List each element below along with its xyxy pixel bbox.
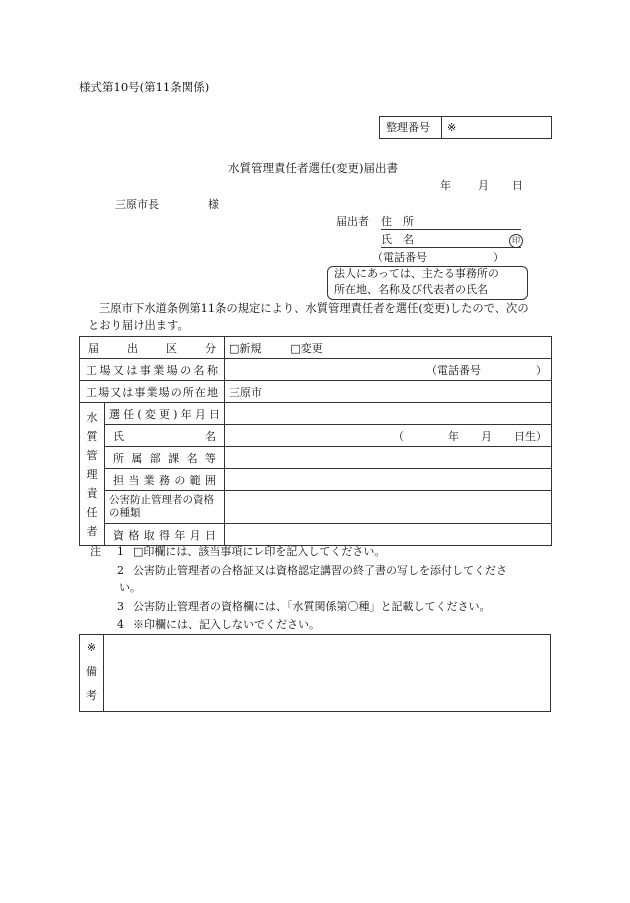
- date-year-label: 年: [440, 179, 451, 192]
- facility-phone-field[interactable]: （電話番号 ）: [426, 363, 547, 377]
- qualification-type-label: 公害防止管理者の資格の種類: [109, 494, 214, 519]
- table-row: [80, 447, 552, 469]
- applicant-name-label: 氏 名: [381, 233, 414, 246]
- appointment-date-label: 選任(変更)年月日: [109, 407, 220, 421]
- addressee: 三原市長: [115, 198, 159, 211]
- appointment-date-field[interactable]: [225, 403, 552, 425]
- form-code: 様式第10号(第11条関係): [79, 80, 210, 94]
- facility-location-field[interactable]: 三原市: [229, 385, 262, 399]
- notification-table: [79, 336, 552, 546]
- note-2-number: 2: [117, 564, 124, 577]
- note-3-number: 3: [117, 600, 124, 613]
- applicant-name-line: [381, 247, 521, 248]
- addressee-suffix: 様: [208, 198, 219, 211]
- water-quality-manager-group-label: 水 質 管 理 責 任 者: [80, 403, 105, 546]
- qualification-date-label: 資格取得年月日: [113, 528, 216, 542]
- facility-location-label: 工場又は事業場の所在地: [86, 385, 218, 399]
- birth-date-field[interactable]: （ 年 月 日生）: [393, 429, 547, 443]
- applicant-address-line: [381, 229, 521, 230]
- intro-text-line1: 三原市下水道条例第11条の規定により、水質管理責任者を選任(変更)したので、次の: [99, 302, 529, 315]
- corporation-note-line1: 法人にあっては、主たる事務所の: [334, 267, 499, 280]
- table-row: [80, 381, 552, 403]
- table-row: [80, 491, 552, 524]
- note-1-text: □印欄には、該当事項にレ印を記入してください。: [133, 545, 386, 558]
- document-title: 水質管理責任者選任(変更)届出書: [228, 161, 398, 175]
- reference-number-label: 整理番号: [386, 121, 430, 134]
- qualification-type-field[interactable]: [225, 491, 552, 524]
- note-3-text: 公害防止管理者の資格欄には、「水質関係第〇種」と記載してください。: [133, 600, 491, 613]
- change-checkbox[interactable]: □変更: [290, 341, 323, 355]
- remarks-box: [79, 634, 551, 712]
- notification-category-label: 届出区分: [88, 341, 216, 355]
- table-row: [80, 359, 552, 381]
- duty-scope-field[interactable]: [225, 469, 552, 491]
- note-4-text: ※印欄には、記入しないでください。: [133, 618, 320, 631]
- table-row: [80, 425, 552, 447]
- intro-text-line2: とおり届け出ます。: [88, 319, 189, 332]
- note-2-text: 公害防止管理者の合格証又は資格認定講習の終了書の写しを添付してくださ: [133, 564, 507, 577]
- table-row: [80, 403, 552, 425]
- manager-name-label: 氏名: [113, 429, 216, 443]
- date-month-label: 月: [478, 179, 489, 192]
- remarks-label: ※ 備 考: [80, 635, 104, 711]
- applicant-label: 届出者: [336, 215, 369, 228]
- corporation-note-line2: 所在地、名称及び代表者の氏名: [334, 283, 488, 296]
- note-2-text-continued: い。: [119, 581, 141, 594]
- duty-scope-label: 担当業務の範囲: [113, 473, 216, 487]
- notes-heading: 注: [90, 545, 101, 558]
- applicant-address-label: 住 所: [381, 215, 414, 228]
- seal-mark: 印: [509, 234, 523, 248]
- table-row: [80, 469, 552, 491]
- new-checkbox[interactable]: □新規: [229, 341, 262, 355]
- department-label: 所属部課名等: [113, 451, 216, 465]
- reference-number-mark: ※: [447, 121, 457, 134]
- note-1-number: 1: [117, 545, 124, 558]
- applicant-phone: （電話番号 ）: [372, 251, 504, 264]
- note-4-number: 4: [117, 618, 124, 631]
- facility-name-label: 工場又は事業場の名称: [86, 363, 218, 377]
- reference-number-box: [379, 116, 552, 139]
- department-field[interactable]: [225, 447, 552, 469]
- date-day-label: 日: [512, 179, 523, 192]
- table-row: [80, 337, 552, 359]
